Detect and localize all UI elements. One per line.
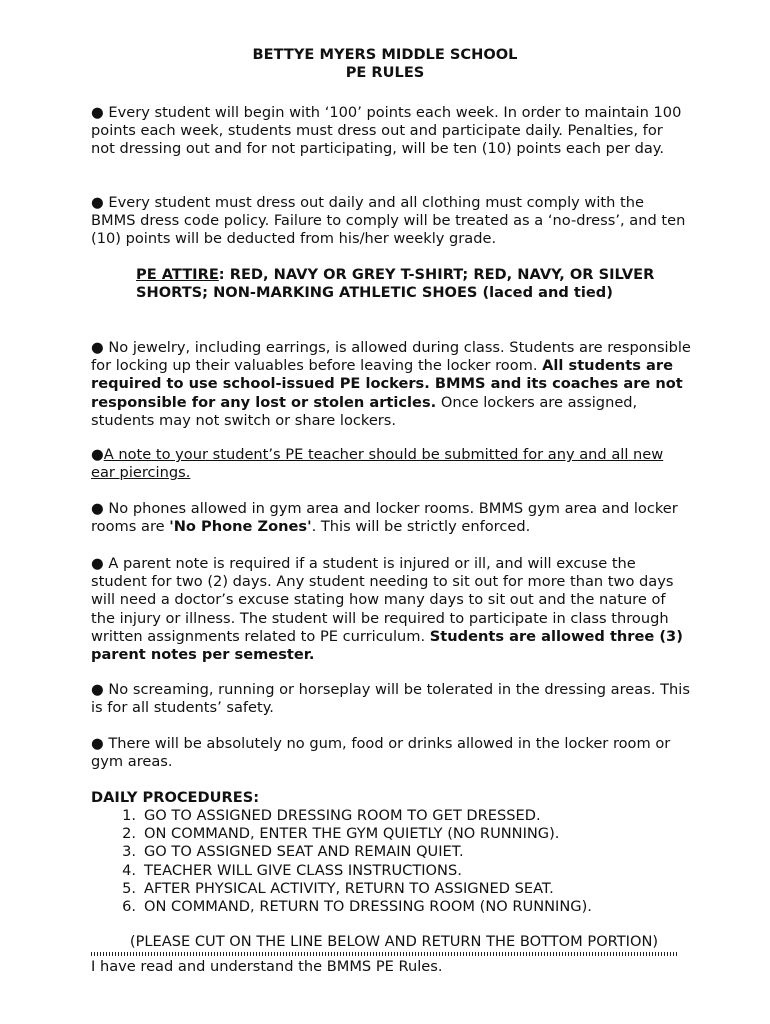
rule-dress-code: ● Every student must dress out daily and all clothing must comply with the BMMS dress code policy. Failure to comply will be treated as a ‘no-dress’, and ten (10) points will be deducted from his/her weekly grade. [91, 194, 686, 248]
pe-attire [136, 266, 676, 302]
list-item [91, 880, 592, 898]
list-number: 4. [122, 861, 136, 879]
list-item [91, 807, 592, 825]
page-title: PE RULES [345, 64, 425, 82]
list-number: 3. [122, 843, 136, 861]
list-item [91, 843, 592, 861]
list-item [91, 862, 592, 880]
list-item [91, 825, 592, 843]
list-number: 5. [122, 879, 136, 897]
rule-parent-note-text: ● A parent note is required if a student is injured or ill, and will excuse the student for two (2) days. Any student needing to sit out for more than two days will need a doctor’s excuse stating how many days to sit out and the nature of the injury or illness. The student will be required to participate in class through written assignments related to PE curriculum. [91, 555, 674, 645]
rule-gum-food: ● There will be absolutely no gum, food or drinks allowed in the locker room or gym areas. [91, 735, 671, 771]
list-item [91, 898, 592, 916]
list-text: GO TO ASSIGNED DRESSING ROOM TO GET DRESSED. [144, 807, 541, 824]
list-number: 2. [122, 825, 136, 843]
bullet: ● [91, 446, 104, 463]
list-text: TEACHER WILL GIVE CLASS INSTRUCTIONS. [144, 861, 462, 879]
cut-line-divider [91, 952, 678, 956]
no-phone-zones: 'No Phone Zones' [169, 518, 312, 536]
procedures-heading: DAILY PROCEDURES: [91, 789, 260, 806]
rule-lockers-bold: All students are required to use school-issued PE lockers. BMMS and its coaches are not responsible for any lost or stolen articles. [91, 357, 683, 411]
list-number: 1. [122, 807, 136, 824]
list-text: GO TO ASSIGNED SEAT AND REMAIN QUIET. [144, 843, 464, 861]
school-name: BETTYE MYERS MIDDLE SCHOOL [252, 46, 518, 63]
rule-jewelry-text: ● No jewelry, including earrings, is allowed during class. Students are responsible for locking up their valuables before leaving the locker room. [91, 339, 691, 375]
rule-ear-piercings [91, 446, 691, 482]
rule-phones [91, 500, 691, 536]
rule-phones-text: ● No phones allowed in gym area and locker rooms. BMMS gym area and locker rooms are [91, 500, 678, 536]
list-text: AFTER PHYSICAL ACTIVITY, RETURN TO ASSIGNED SEAT. [144, 879, 554, 897]
pe-attire-text: : RED, NAVY OR GREY T-SHIRT; RED, NAVY, OR SILVER SHORTS; NON-MARKING ATHLETIC SHOES (laced and tied) [136, 266, 655, 302]
signoff-statement: I have read and understand the BMMS PE Rules. [91, 958, 443, 975]
rule-parent-note [91, 555, 691, 664]
rule-points: ● Every student will begin with ‘100’ points each week. In order to maintain 100 points each week, students must dress out and participate daily. Penalties, for not dressing out and for not participating, will be ten (10) points each per day. [91, 104, 682, 158]
list-text: ON COMMAND, RETURN TO DRESSING ROOM (NO RUNNING). [144, 898, 592, 916]
pe-attire-label: PE ATTIRE [136, 266, 219, 283]
rule-phones-tail: . This will be strictly enforced. [311, 518, 531, 536]
document-header [0, 46, 770, 82]
list-number: 6. [122, 898, 136, 916]
rule-parent-note-bold: Students are allowed three (3) parent notes per semester. [91, 627, 683, 664]
list-text: ON COMMAND, ENTER THE GYM QUIETLY (NO RUNNING). [144, 825, 560, 843]
rule-jewelry-lockers [91, 339, 691, 430]
rule-ear-piercings-text: A note to your student’s PE teacher should be submitted for any and all new ear piercings. [91, 446, 664, 482]
procedures-list [91, 807, 592, 916]
rule-lockers-text: Once lockers are assigned, students may not switch or share lockers. [91, 393, 638, 429]
cut-instruction: (PLEASE CUT ON THE LINE BELOW AND RETURN THE BOTTOM PORTION) [129, 933, 659, 950]
rule-horseplay: ● No screaming, running or horseplay will be tolerated in the dressing areas. This is for all students’ safety. [91, 681, 690, 717]
